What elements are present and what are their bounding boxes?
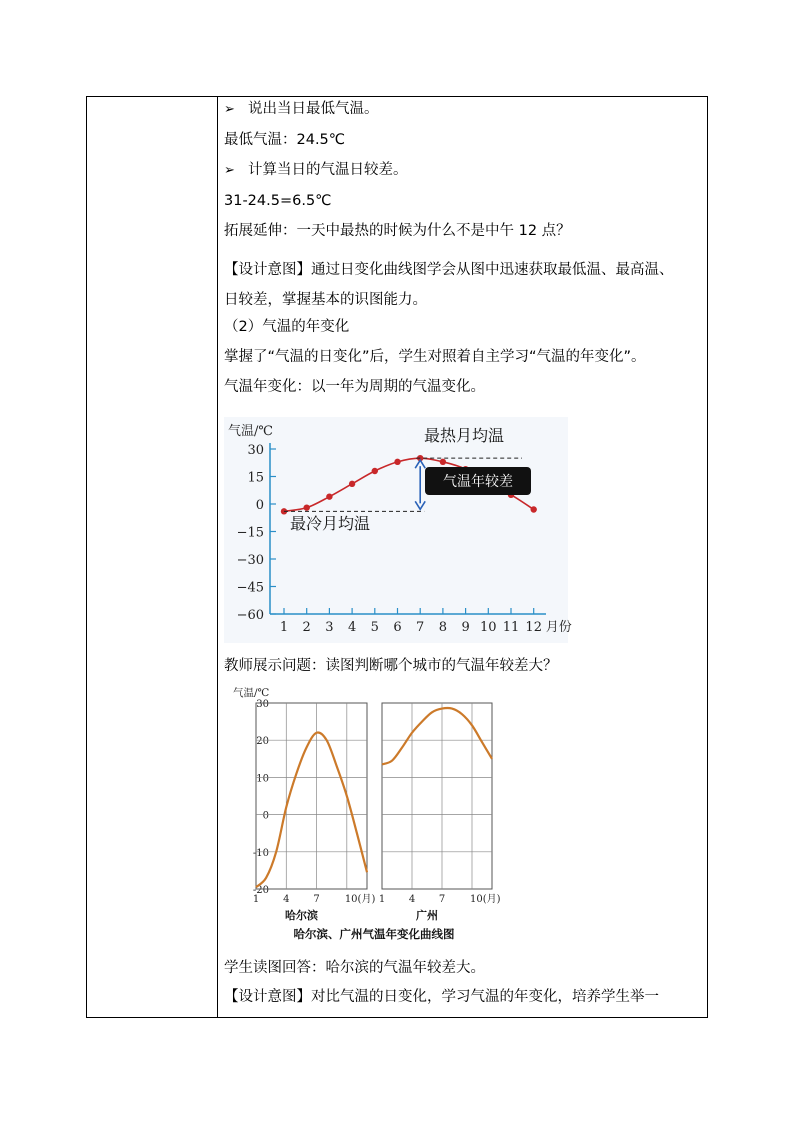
y-tick-label: −60 bbox=[236, 608, 264, 623]
y-tick-label: 0 bbox=[255, 498, 264, 513]
y-tick-label: 15 bbox=[247, 470, 264, 486]
data-point bbox=[440, 459, 446, 465]
y-tick-label: 30 bbox=[256, 699, 269, 710]
bullet-line-2 bbox=[224, 160, 408, 181]
definition-text: 气温年变化：以一年为周期的气温变化。 bbox=[224, 379, 485, 395]
bullet-icon: ➢ bbox=[224, 163, 235, 178]
design-intent-1-cont: 日较差，掌握基本的识图能力。 bbox=[224, 292, 427, 308]
y-tick-label: -20 bbox=[252, 885, 269, 896]
x-tick-label: 4 bbox=[347, 620, 357, 635]
coldest-label: 最冷月均温 bbox=[290, 514, 371, 533]
lesson-table bbox=[86, 96, 708, 1018]
chart-title: 哈尔滨、广州气温年变化曲线图 bbox=[293, 927, 455, 941]
data-point bbox=[326, 493, 332, 499]
x-tick-label: 4 bbox=[283, 894, 290, 905]
data-point bbox=[349, 481, 355, 487]
design-intent-1: 【设计意图】通过日变化曲线图学会从图中迅速获取最低温、最高温、 bbox=[224, 262, 674, 278]
design-intent-2: 【设计意图】对比气温的日变化，学习气温的年变化，培养学生举一 bbox=[224, 989, 659, 1005]
city-temp-chart bbox=[224, 684, 514, 946]
x-tick-label: 1 bbox=[279, 620, 289, 635]
y-tick-label: −45 bbox=[236, 580, 264, 596]
bullet-line-1 bbox=[224, 99, 379, 120]
x-tick-label: 11 bbox=[502, 620, 520, 635]
x-tick-label: 3 bbox=[325, 620, 334, 635]
x-tick-label: 10(月) bbox=[344, 894, 376, 905]
min-temp-line: 最低气温：24.5℃ bbox=[224, 132, 346, 148]
city-label: 广州 bbox=[416, 909, 438, 922]
teacher-question: 教师展示问题：读图判断哪个城市的气温年较差大？ bbox=[224, 658, 558, 674]
data-point bbox=[531, 506, 537, 512]
intro-text: 掌握了“气温的日变化”后，学生对照着自主学习“气温的年变化”。 bbox=[224, 349, 646, 365]
x-tick-label: 1 bbox=[378, 894, 386, 905]
city-label: 哈尔滨 bbox=[285, 909, 318, 922]
x-tick-label: 1 bbox=[252, 894, 260, 905]
y-tick-label: −30 bbox=[236, 553, 264, 568]
x-tick-label: 5 bbox=[370, 620, 379, 635]
x-tick-label: 7 bbox=[313, 894, 320, 905]
y-tick-label: −15 bbox=[236, 525, 264, 541]
y-tick-label: 30 bbox=[247, 443, 264, 458]
y-tick-label: 0 bbox=[262, 810, 269, 822]
column-divider bbox=[217, 97, 218, 1017]
x-tick-label: 12 bbox=[525, 620, 542, 635]
chart-bg bbox=[224, 417, 568, 643]
y-tick-label: 10 bbox=[256, 773, 269, 785]
x-tick-label: 10 bbox=[480, 620, 497, 635]
section-heading: （2）气温的年变化 bbox=[224, 319, 350, 335]
data-point bbox=[372, 468, 378, 474]
x-tick-label: 9 bbox=[461, 620, 470, 635]
range-box-label: 气温年较差 bbox=[443, 474, 513, 490]
y-axis-label: 气温/℃ bbox=[228, 424, 273, 439]
x-tick-label: 8 bbox=[438, 620, 448, 635]
x-tick-label: 10(月) bbox=[470, 894, 501, 905]
bullet-text-1: 说出当日最低气温。 bbox=[248, 101, 379, 117]
x-tick-label: 7 bbox=[416, 620, 425, 635]
x-tick-label: 7 bbox=[438, 894, 446, 905]
x-tick-label: 2 bbox=[302, 620, 311, 635]
annual-temp-chart bbox=[224, 417, 572, 643]
bullet-text-2: 计算当日的气温日较差。 bbox=[248, 162, 408, 178]
x-tick-label: 4 bbox=[408, 894, 416, 905]
extension-question: 拓展延伸：一天中最热的时候为什么不是中午 12 点？ bbox=[224, 223, 571, 239]
data-point bbox=[394, 459, 400, 465]
bullet-icon: ➢ bbox=[224, 102, 235, 117]
y-tick-label: 20 bbox=[256, 736, 269, 748]
series-curve-0 bbox=[256, 732, 367, 887]
calc-line: 31-24.5=6.5℃ bbox=[224, 193, 332, 209]
series-curve-1 bbox=[382, 708, 492, 764]
student-answer: 学生读图回答：哈尔滨的气温年较差大。 bbox=[224, 960, 485, 976]
data-point bbox=[304, 504, 310, 510]
y-tick-label: -10 bbox=[252, 847, 269, 859]
x-axis-label: 月份 bbox=[545, 620, 572, 635]
x-tick-label: 6 bbox=[393, 620, 402, 635]
hottest-label: 最热月均温 bbox=[424, 426, 505, 445]
y-axis-label: 气温/℃ bbox=[233, 687, 270, 699]
